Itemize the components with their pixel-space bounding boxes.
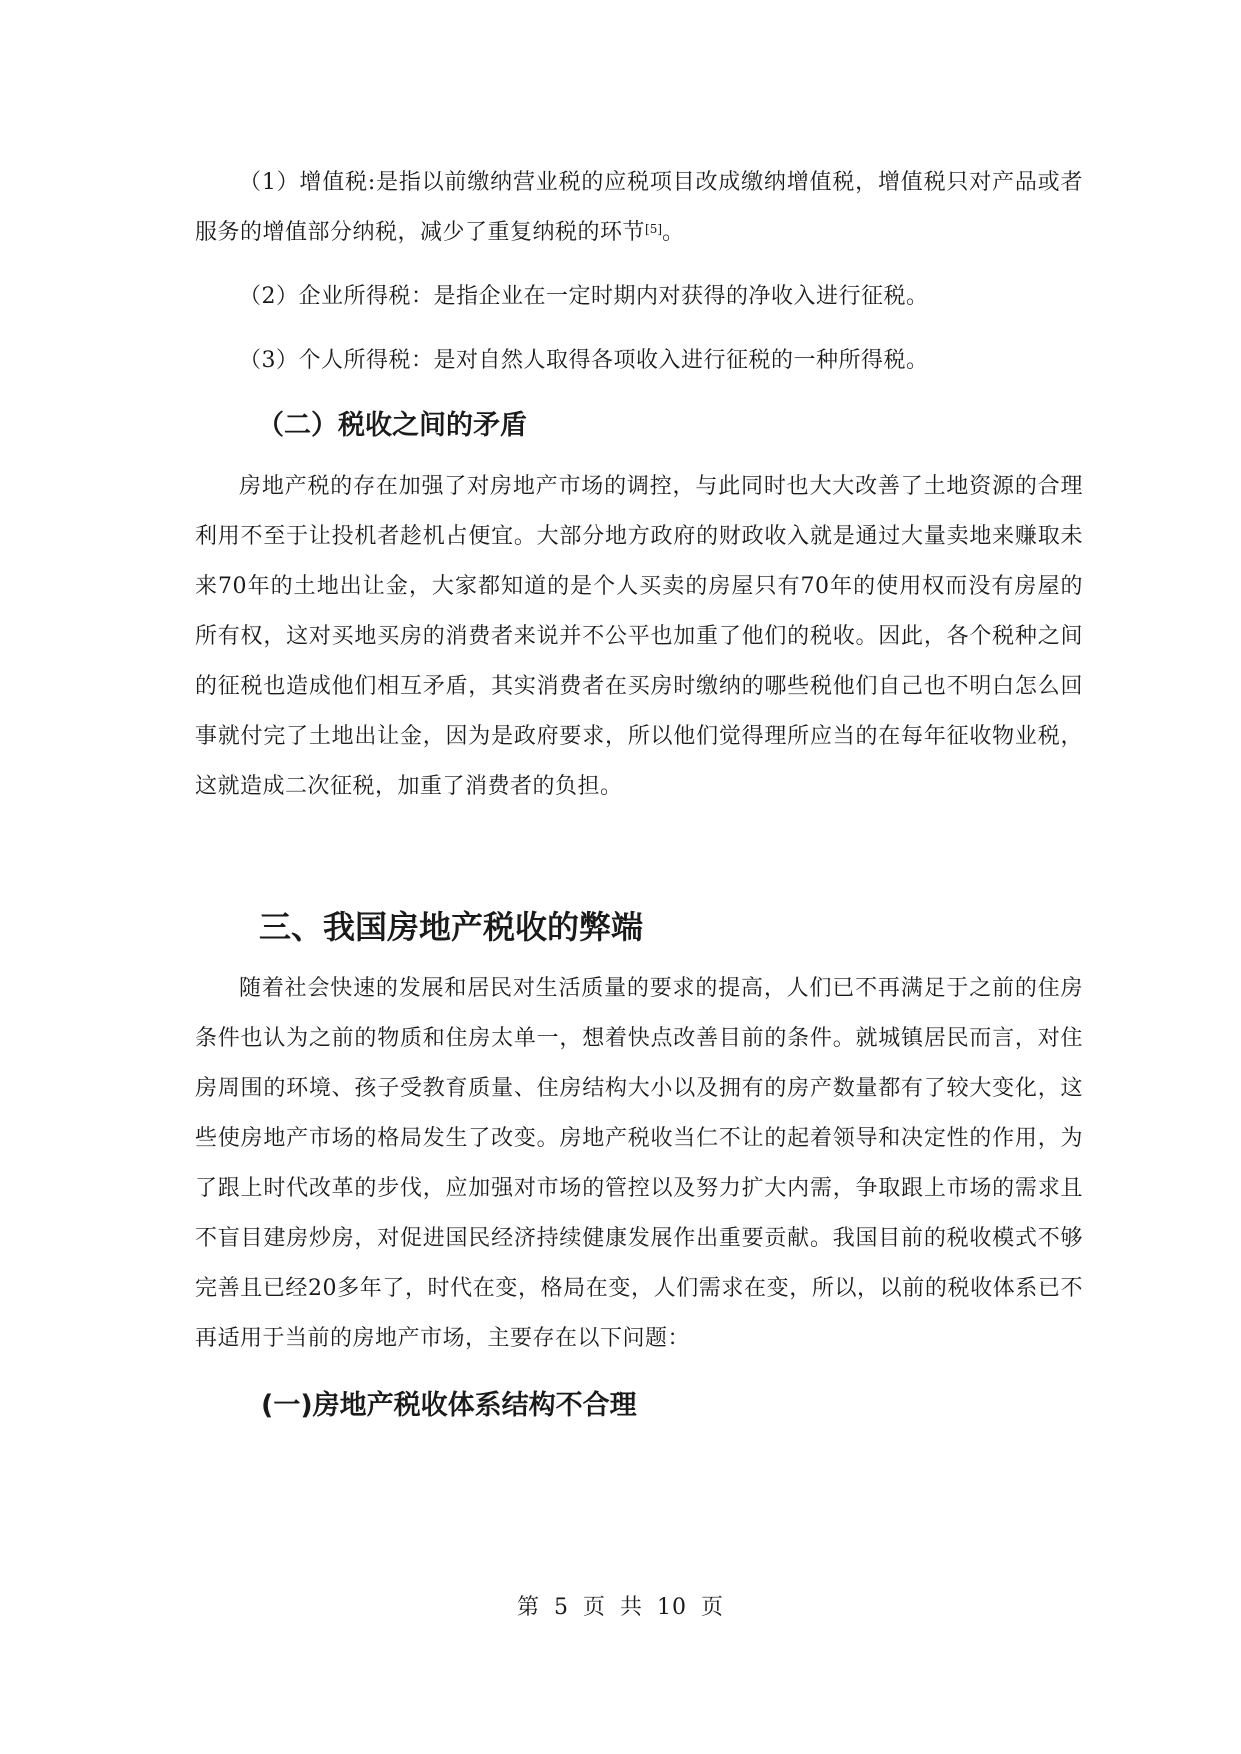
list-item-tail: 。: [662, 220, 685, 245]
page-footer: 第 5 页 共 10 页: [517, 1595, 724, 1620]
page-content: [195, 158, 1083, 1426]
list-item-text: （1）增值税:是指以前缴纳营业税的应税项目改成缴纳增值税，增值税只对产品或者服务的增值部分纳税，减少了重复纳税的环节: [195, 170, 1083, 245]
list-item-vat: [195, 158, 1083, 258]
paragraph-drawbacks: 随着社会快速的发展和居民对生活质量的要求的提高，人们已不再满足于之前的住房条件也认为之前的物质和住房太单一，想着快点改善目前的条件。就城镇居民而言，对住房周围的环境、孩子受教育质量、住房结构大小以及拥有的房产数量都有了较大变化，这些使房地产市场的格局发生了改变。房地产税收当仁不让的起着领导和决定性的作用，为了跟上时代改革的步伐，应加强对市场的管控以及努力扩大内需，争取跟上市场的需求且不盲目建房炒房，对促进国民经济持续健康发展作出重要贡献。我国目前的税收模式不够完善且已经20多年了，时代在变，格局在变，人们需求在变，所以，以前的税收体系已不再适用于当前的房地产市场，主要存在以下问题：: [195, 976, 1083, 1351]
section-heading-drawbacks: 三、我国房地产税收的弊端: [259, 908, 644, 946]
list-item-personal-tax: （3）个人所得税：是对自然人取得各项收入进行征税的一种所得税。: [239, 348, 929, 373]
citation-ref: [5]: [645, 222, 663, 236]
paragraph-tax-conflicts: 房地产税的存在加强了对房地产市场的调控，与此同时也大大改善了土地资源的合理利用不至于让投机者趁机占便宜。大部分地方政府的财政收入就是通过大量卖地来赚取未来70年的土地出让金，大家都知道的是个人买卖的房屋只有70年的使用权而没有房屋的所有权，这对买地买房的消费者来说并不公平也加重了他们的税收。因此，各个税种之间的征税也造成他们相互矛盾，其实消费者在买房时缴纳的哪些税他们自己也不明白怎么回事就付完了土地出让金，因为是政府要求，所以他们觉得理所应当的在每年征收物业税，这就造成二次征税，加重了消费者的负担。: [195, 474, 1083, 799]
list-item-corporate-tax: （2）企业所得税：是指企业在一定时期内对获得的净收入进行征税。: [239, 284, 929, 309]
subheading-tax-conflicts: （二）税收之间的矛盾: [257, 410, 527, 441]
subheading-structure: (一)房地产税收体系结构不合理: [261, 1390, 637, 1421]
